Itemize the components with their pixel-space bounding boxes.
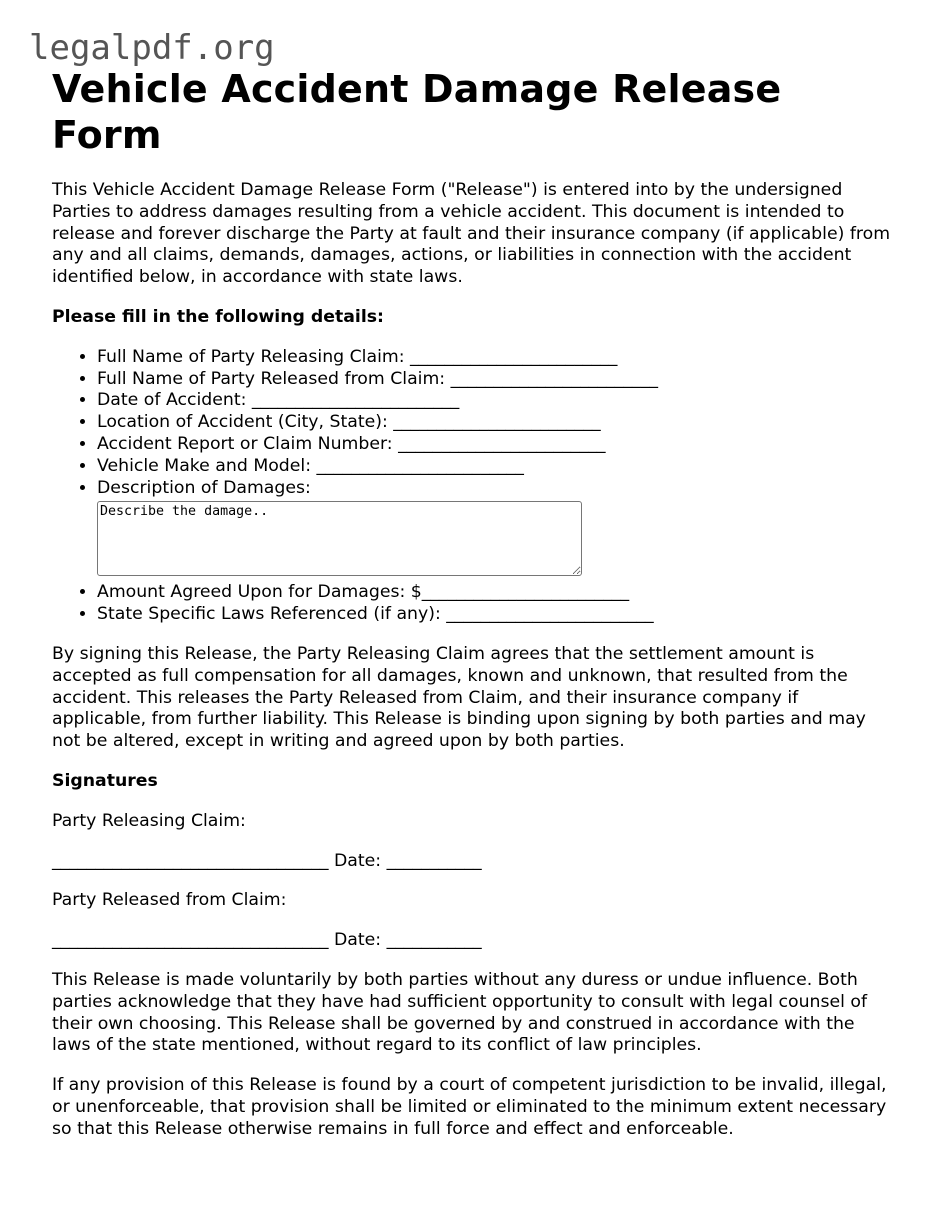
released-party-signature-line: ________________________________ Date: ___________	[52, 930, 482, 951]
damage-description-label: Description of Damages:	[97, 477, 311, 498]
document-page	[52, 66, 897, 1141]
field-report-claim-number: • Accident Report or Claim Number: ________________________	[97, 434, 897, 456]
field-amount-agreed: • Amount Agreed Upon for Damages: $________________________	[97, 582, 897, 604]
agreement-paragraph: By signing this Release, the Party Releasing Claim agrees that the settlement amount is accepted as full compensation for all damages, known and unknown, that resulted from the accident. This releases the Party Released from Claim, and their insurance company if applicable, from further liability. This Release is binding upon signing by both parties and may not be altered, except in writing and agreed upon by both parties.	[52, 643, 866, 752]
field-accident-date: • Date of Accident: ________________________	[97, 390, 897, 412]
intro-paragraph: This Vehicle Accident Damage Release Form ("Release") is entered into by the undersigned Parties to address damages resulting from a vehicle accident. This document is intended to release and forever discharge the Party at fault and their insurance company (if applicable) from any and all claims, demands, damages, actions, or liabilities in connection with the accident identified below, in accordance with state laws.	[52, 180, 891, 288]
page-title: Vehicle Accident Damage Release Form	[52, 67, 782, 157]
field-accident-location: • Location of Accident (City, State): ________________________	[97, 412, 897, 434]
released-party-label: Party Released from Claim:	[52, 890, 287, 911]
releasing-party-signature-line: ________________________________ Date: ___________	[52, 850, 482, 871]
field-state-laws: • State Specific Laws Referenced (if any): ________________________	[97, 604, 897, 626]
severability-paragraph: If any provision of this Release is found by a court of competent jurisdiction to be invalid, illegal, or unenforceable, that provision shall be limited or eliminated to the minimum extent necessary so that this Release otherwise remains in full force and effect and enforceable.	[52, 1075, 887, 1139]
releasing-party-label: Party Releasing Claim:	[52, 810, 246, 831]
damage-description-textarea[interactable]	[97, 501, 582, 576]
field-vehicle-make-model: • Vehicle Make and Model: ________________________	[97, 456, 897, 478]
voluntary-clause-paragraph: This Release is made voluntarily by both parties without any duress or undue influence. Both parties acknowledge that they have had sufficient opportunity to consult with legal counsel of their own choosing. This Release shall be governed by and construed in accordance with the laws of the state mentioned, without regard to its conflict of law principles.	[52, 969, 868, 1056]
field-released-party-name: • Full Name of Party Released from Claim: ________________________	[97, 369, 897, 391]
field-releasing-party-name: • Full Name of Party Releasing Claim: ________________________	[97, 347, 897, 369]
watermark-logo: legalpdf.org	[29, 28, 275, 68]
signatures-heading: Signatures	[52, 770, 158, 791]
details-list	[52, 347, 897, 626]
field-damage-description	[97, 478, 897, 577]
fill-in-heading: Please fill in the following details:	[52, 306, 384, 327]
